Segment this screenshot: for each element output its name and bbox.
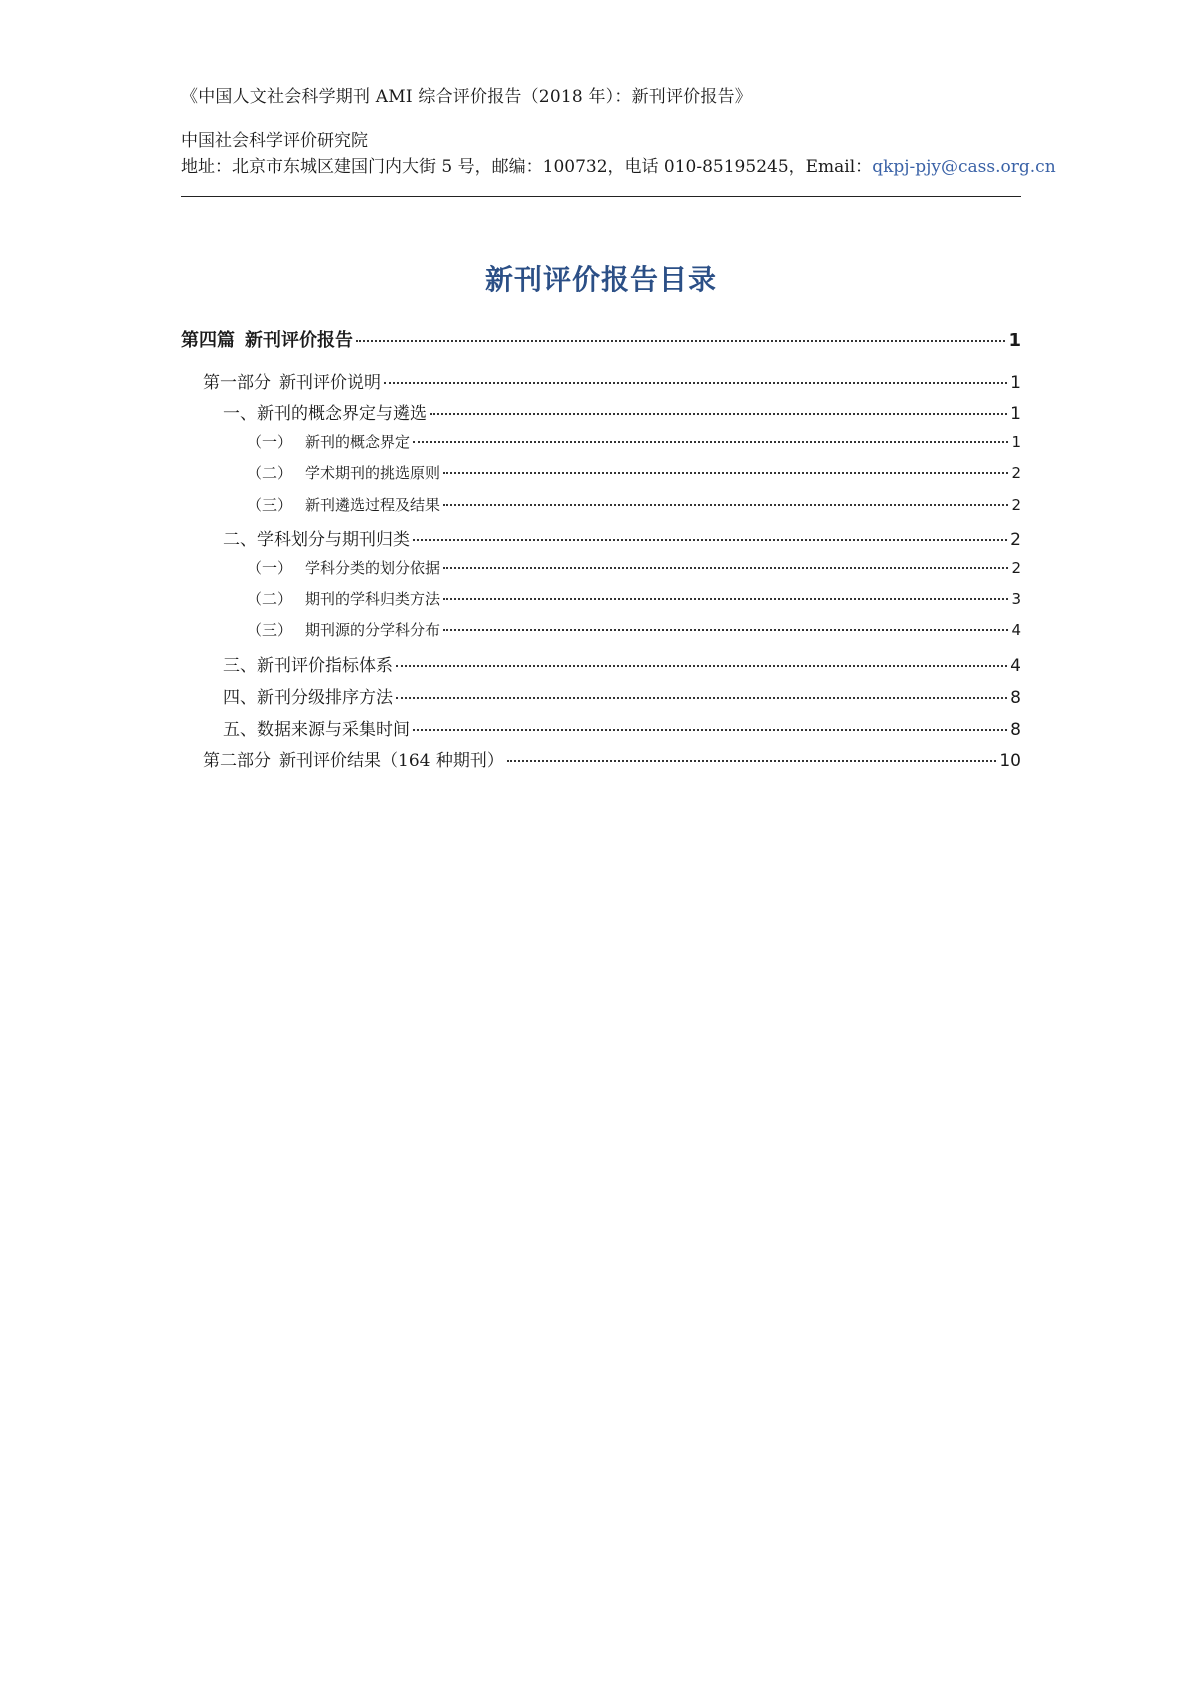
dot-leader	[443, 598, 1008, 600]
toc-entry-text: 五、数据来源与采集时间	[223, 720, 410, 740]
toc-entry-text: 学科分类的划分依据	[305, 559, 441, 577]
toc-entry-text: 新刊遴选过程及结果	[305, 496, 441, 514]
toc-entry-subsection-2-3[interactable]	[181, 619, 1021, 640]
toc-title: 新刊评价报告目录	[484, 263, 717, 296]
dot-leader	[430, 413, 1007, 415]
toc-entry-subsection-1-2[interactable]	[181, 462, 1021, 483]
toc-page-number: 8	[1010, 720, 1021, 740]
toc-entry-number: （三）	[247, 621, 293, 639]
address-text: 地址：北京市东城区建国门内大街 5 号，邮编：100732，电话 010-85195245，Email：	[181, 157, 873, 177]
dot-leader	[507, 760, 997, 762]
toc-page-number: 4	[1010, 656, 1021, 676]
toc-entry-subsection-2-1[interactable]	[181, 557, 1021, 578]
toc-entry-number: （二）	[247, 464, 293, 482]
toc-entry-text: 新刊评价结果（164 种期刊）	[279, 751, 504, 771]
toc-entry-number: 第二部分	[203, 751, 271, 771]
toc-page-number: 4	[1011, 621, 1021, 639]
toc-page-number: 2	[1011, 559, 1021, 577]
header-divider	[181, 196, 1021, 197]
toc-entry-label	[203, 368, 381, 393]
email-link[interactable]: qkpj-pjy@cass.org.cn	[872, 157, 1056, 177]
toc-entry-number: 第一部分	[203, 373, 271, 393]
toc-entry-text: 三、新刊评价指标体系	[223, 656, 393, 676]
toc-entry-label	[203, 746, 504, 771]
toc-entry-number: （二）	[247, 590, 293, 608]
toc-entry-chapter-1[interactable]	[181, 399, 1021, 424]
toc-entry-number: （一）	[247, 559, 293, 577]
organization-name: 中国社会科学评价研究院	[181, 131, 368, 151]
dot-leader	[443, 629, 1008, 631]
toc-entry-number: 第四篇	[181, 330, 235, 351]
dot-leader	[443, 567, 1008, 569]
toc-entry-subsection-1-3[interactable]	[181, 494, 1021, 515]
dot-leader	[413, 539, 1007, 541]
dot-leader	[413, 729, 1007, 731]
toc-entry-part-four[interactable]	[181, 326, 1021, 352]
toc-page-number: 8	[1010, 688, 1021, 708]
toc-entry-text: 期刊的学科归类方法	[305, 590, 441, 608]
toc-page-number: 1	[1008, 330, 1021, 351]
dot-leader	[384, 382, 1007, 384]
toc-entry-text: 期刊源的分学科分布	[305, 621, 441, 639]
toc-entry-text: 四、新刊分级排序方法	[223, 688, 393, 708]
toc-entry-text: 新刊的概念界定	[305, 433, 411, 451]
toc-page-number: 10	[999, 751, 1021, 771]
document-header	[181, 86, 1056, 178]
toc-entry-chapter-2[interactable]	[181, 525, 1021, 550]
toc-page-number: 1	[1010, 404, 1021, 424]
toc-page-number: 1	[1010, 373, 1021, 393]
toc-entry-chapter-3[interactable]	[181, 651, 1021, 676]
toc-page-number: 2	[1011, 496, 1021, 514]
toc-entry-number: （三）	[247, 496, 293, 514]
toc-page-number: 2	[1011, 464, 1021, 482]
dot-leader	[443, 504, 1008, 506]
toc-entry-number: （一）	[247, 433, 293, 451]
toc-page-number: 2	[1010, 530, 1021, 550]
report-title: 《中国人文社会科学期刊 AMI 综合评价报告（2018 年）：新刊评价报告》	[181, 87, 752, 107]
dot-leader	[443, 472, 1008, 474]
toc-entry-text: 二、学科划分与期刊归类	[223, 530, 410, 550]
toc-entry-subsection-2-2[interactable]	[181, 588, 1021, 609]
toc-entry-text: 一、新刊的概念界定与遴选	[223, 404, 427, 424]
toc-entry-section-two[interactable]	[181, 746, 1021, 771]
toc-entry-subsection-1-1[interactable]	[181, 431, 1021, 452]
toc-entry-chapter-5[interactable]	[181, 715, 1021, 740]
toc-page-number: 1	[1011, 433, 1021, 451]
toc-page-number: 3	[1011, 590, 1021, 608]
dot-leader	[396, 697, 1007, 699]
toc-entry-text: 学术期刊的挑选原则	[305, 464, 441, 482]
dot-leader	[396, 665, 1007, 667]
toc-entry-text: 新刊评价报告	[245, 330, 353, 351]
contact-line	[181, 156, 1056, 178]
dot-leader	[413, 441, 1008, 443]
toc-entry-label	[181, 326, 353, 352]
toc-entry-section-one[interactable]	[181, 368, 1021, 393]
toc-entry-chapter-4[interactable]	[181, 683, 1021, 708]
toc-entry-text: 新刊评价说明	[279, 373, 381, 393]
dot-leader	[356, 340, 1005, 342]
